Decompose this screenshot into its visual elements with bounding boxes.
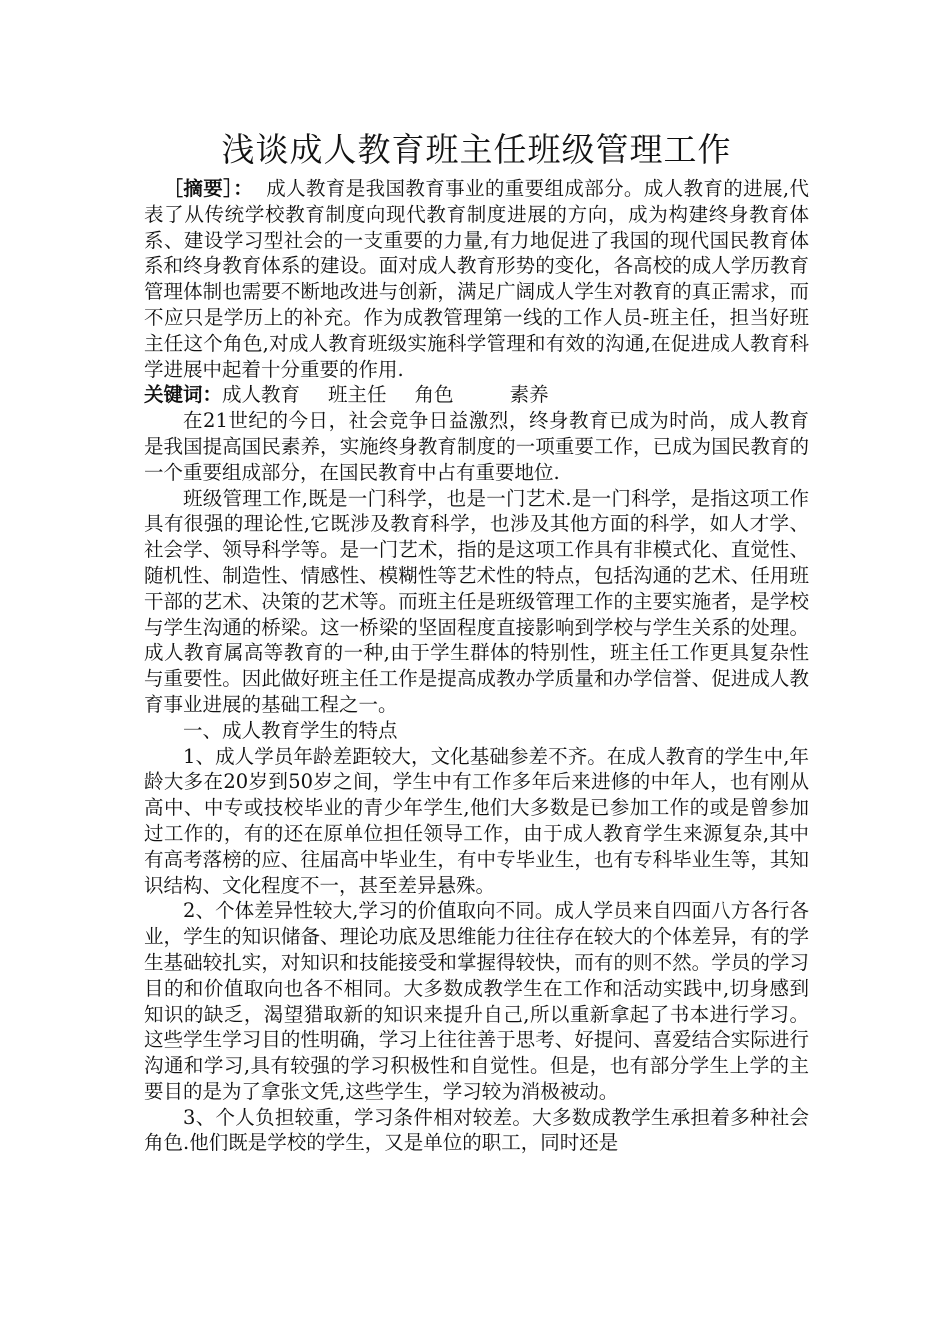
page-title: 浅谈成人教育班主任班级管理工作: [221, 130, 732, 169]
keyword-item: 素养: [509, 383, 549, 407]
abstract: [144, 176, 809, 382]
section-heading-1: 一、成人教育学生的特点: [183, 718, 398, 742]
keyword-item: 成人教育: [222, 383, 301, 407]
keywords-label: 关键词：: [144, 383, 223, 407]
paragraph-point-2: 2、个体差异性较大,学习的价值取向不同。成人学员来自四面八方各行各业，学生的知识储备、理论功底及思维能力往往存在较大的个体差异，有的学生基础较扎实，对知识和技能接受和掌握得较快，而有的则不然。学员的学习目的和价值取向也各不相同。大多数成教学生在工作和活动实践中,切身感到知识的缺乏，渴望猎取新的知识来提升自己,所以重新拿起了书本进行学习。这些学生学习目的性明确，学习上往往善于思考、好提问、喜爱结合实际进行沟通和学习,具有较强的学习积极性和自觉性。但是，也有部分学生上学的主要目的是为了拿张文凭,这些学生，学习较为消极被动。: [144, 899, 809, 1103]
paragraph-class-management: 班级管理工作,既是一门科学，也是一门艺术.是一门科学，是指这项工作具有很强的理论性,它既涉及教育科学，也涉及其他方面的科学，如人才学、社会学、领导科学等。是一门艺术，指的是这项工作具有非模式化、直觉性、随机性、制造性、情感性、模糊性等艺术性的特点，包括沟通的艺术、任用班干部的艺术、决策的艺术等。而班主任是班级管理工作的主要实施者，是学校与学生沟通的桥梁。这一桥梁的坚固程度直接影响到学校与学生关系的处理。成人教育属高等教育的一种,由于学生群体的特别性，班主任工作更具复杂性与重要性。因此做好班主任工作是提高成教办学质量和办学信誉、促进成人教育事业进展的基础工程之一。: [144, 486, 809, 716]
abstract-text: 成人教育是我国教育事业的重要组成部分。成人教育的进展,代表了从传统学校教育制度向现代教育制度进展的方向，成为构建终身教育体系、建设学习型社会的一支重要的力量,有力地促进了我国的现代国民教育体系和终身教育体系的建设。面对成人教育形势的变化，各高校的成人学历教育管理体制也需要不断地改进与创新，满足广阔成人学生对教育的真正需求，而不应只是学历上的补充。作为成教管理第一线的工作人员-班主任，担当好班主任这个角色,对成人教育班级实施科学管理和有效的沟通,在促进成人教育科学进展中起着十分重要的作用.: [144, 177, 809, 381]
paragraph-point-3: 3、个人负担较重，学习条件相对较差。大多数成教学生承担着多种社会角色.他们既是学校的学生，又是单位的职工，同时还是: [144, 1105, 809, 1155]
document-page: [144, 124, 809, 1156]
paragraph-point-1: 1、成人学员年龄差距较大，文化基础参差不齐。在成人教育的学生中,年龄大多在20岁到50岁之间，学生中有工作多年后来进修的中年人，也有刚从高中、中专或技校毕业的青少年学生,他们大多数是已参加工作的或是曾参加过工作的，有的还在原单位担任领导工作，由于成人教育学生来源复杂,其中有高考落榜的应、往届高中毕业生，有中专毕业生，也有专科毕业生等，其知识结构、文化程度不一，甚至差异悬殊。: [144, 744, 809, 897]
keywords: [144, 382, 809, 408]
keyword-item: 班主任: [328, 383, 387, 407]
abstract-label: ［摘要］：: [163, 177, 254, 200]
keyword-item: 角色: [414, 383, 454, 407]
paragraph-intro: 在21世纪的今日，社会竞争日益激烈，终身教育已成为时尚，成人教育是我国提高国民素养，实施终身教育制度的一项重要工作，已成为国民教育的一个重要组成部分，在国民教育中占有重要地位.: [144, 409, 809, 484]
